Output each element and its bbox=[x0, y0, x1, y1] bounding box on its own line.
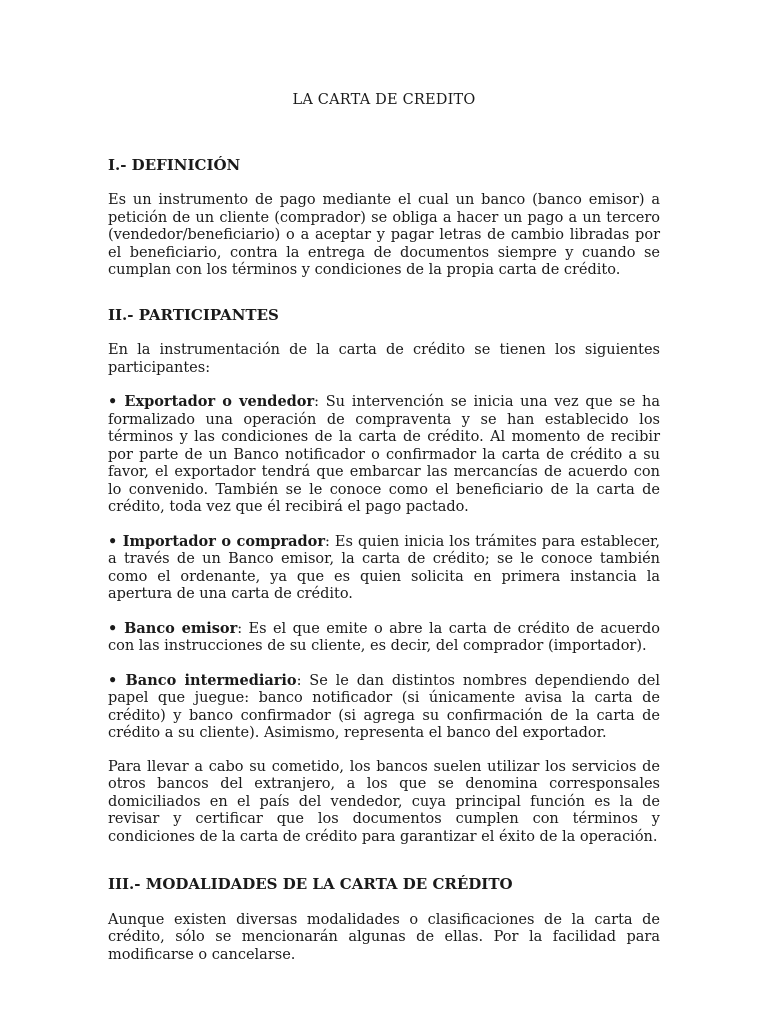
section-heading: III.- MODALIDADES DE LA CARTA DE CRÉDITO bbox=[108, 875, 513, 893]
item-text: : Es quien inicia los trámites para establecer, a través de un Banco emisor, la carta de crédito; se le conoce también como el ordenante, ya que es quien solicita en primera instancia la apertura de una carta de crédito. bbox=[108, 533, 660, 602]
list-item bbox=[108, 620, 660, 656]
list-item bbox=[108, 672, 660, 743]
item-text: : Es el que emite o abre la carta de crédito de acuerdo con las instrucciones de su cliente, es decir, del comprador (importador). bbox=[108, 620, 661, 654]
item-term: • Banco emisor bbox=[108, 619, 238, 637]
participants-intro: En la instrumentación de la carta de crédito se tienen los siguientes participantes: bbox=[108, 342, 660, 376]
definition-paragraph: Es un instrumento de pago mediante el cual un banco (banco emisor) a petición de un cliente (comprador) se obliga a hacer un pago a un tercero (vendedor/beneficiario) o a aceptar y pagar letras de cambio libradas por el beneficiario, contra la entrega de documentos siempre y cuando se cumplan con los términos y condiciones de la propia carta de crédito. bbox=[108, 192, 660, 278]
list-item bbox=[108, 393, 660, 517]
item-text: : Su intervención se inicia una vez que se ha formalizado una operación de compraventa y se han establecido los términos y las condiciones de la carta de crédito. Al momento de recibir por parte de un Banco notificador o confirmador la carta de crédito a su favor, el exportador tendrá que embarcar las mercancías de acuerdo con lo convenido. También se le conoce como el beneficiario de la carta de crédito, toda vez que él recibirá el pago pactado. bbox=[108, 394, 661, 515]
item-term: • Exportador o vendedor bbox=[108, 393, 315, 410]
item-text: : Se le dan distintos nombres dependiendo del papel que juegue: banco notificador (si únicamente avisa la carta de crédito) y banco confirmador (si agrega su confirmación de la carta de crédito a su cliente). Asimismo, representa el banco del exportador. bbox=[108, 672, 660, 741]
section-definicion bbox=[108, 157, 660, 280]
item-term: • Importador o comprador bbox=[108, 532, 325, 550]
modalidades-paragraph: Aunque existen diversas modalidades o clasificaciones de la carta de crédito, sólo se mencionarán algunas de ellas. Por la facilidad para modificarse o cancelarse. bbox=[108, 911, 660, 963]
list-item bbox=[108, 533, 660, 604]
item-term: • Banco intermediario bbox=[108, 671, 297, 689]
document-title: LA CARTA DE CREDITO bbox=[292, 92, 476, 108]
section-heading: II.- PARTICIPANTES bbox=[108, 305, 279, 324]
section-participantes bbox=[108, 307, 660, 847]
participants-closing: Para llevar a cabo su cometido, los bancos suelen utilizar los servicios de otros bancos del extranjero, a los que se denomina corresponsales domiciliados en el país del vendedor, cuya principal función es la de revisar y certificar que los documentos cumplen con términos y condiciones de la carta de crédito para garantizar el éxito de la operación. bbox=[108, 758, 660, 845]
section-heading: I.- DEFINICIÓN bbox=[108, 155, 241, 174]
section-modalidades bbox=[108, 876, 660, 964]
